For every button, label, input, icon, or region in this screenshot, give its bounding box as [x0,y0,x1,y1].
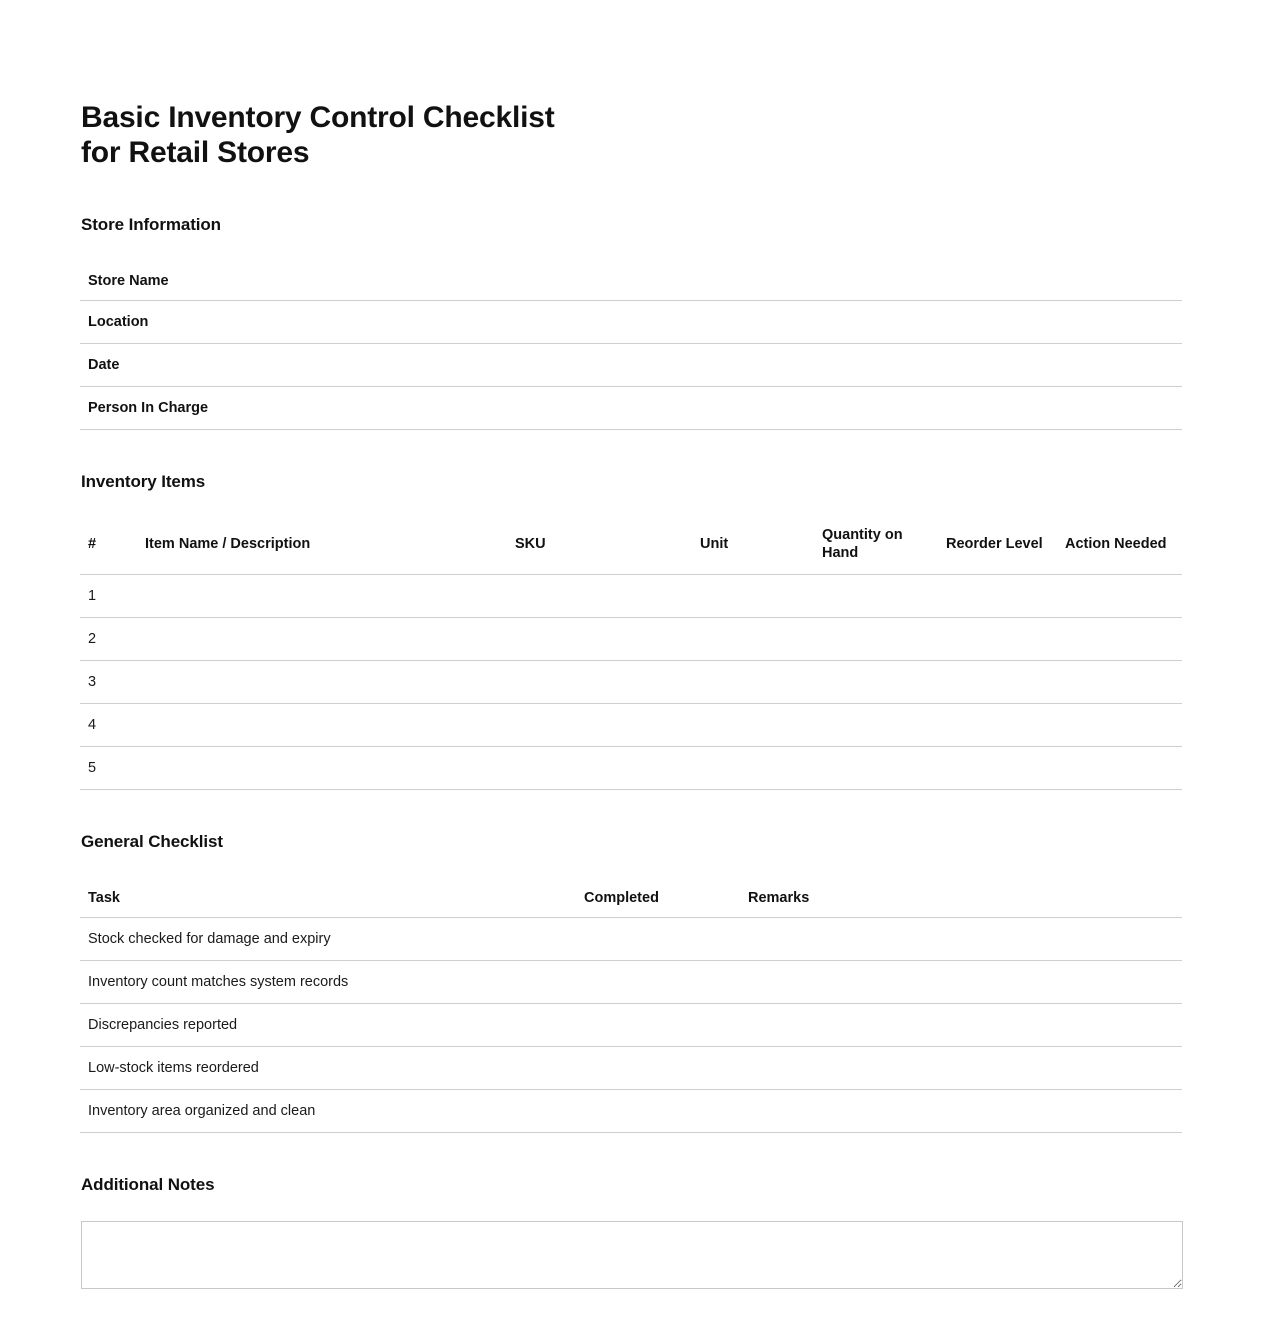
unit-cell[interactable] [692,574,814,617]
task-cell: Inventory area organized and clean [80,1090,576,1133]
table-row [80,344,1182,387]
table-row [80,301,1182,344]
action-needed-cell[interactable] [1057,617,1182,660]
sku-cell[interactable] [507,703,692,746]
column-header-action-needed: Action Needed [1057,518,1182,574]
completed-cell[interactable] [576,918,740,961]
table-row [80,1047,1182,1090]
page-title-line-1: Basic Inventory Control Checklist [81,101,555,134]
store-information-section [81,215,1182,431]
additional-notes-section [81,1175,1182,1289]
column-header-item-name: Item Name / Description [137,518,507,574]
general-checklist-section [81,832,1182,1134]
column-header-reorder-level: Reorder Level [938,518,1057,574]
date-label: Date [80,344,400,387]
task-cell: Inventory count matches system records [80,961,576,1004]
table-row [80,746,1182,789]
remarks-cell[interactable] [740,918,1182,961]
inventory-items-section [81,472,1182,790]
row-number: 4 [80,703,137,746]
action-needed-cell[interactable] [1057,660,1182,703]
remarks-cell[interactable] [740,1090,1182,1133]
sku-cell[interactable] [507,746,692,789]
column-header-number: # [80,518,137,574]
column-header-sku: SKU [507,518,692,574]
additional-notes-wrapper [81,1221,1182,1289]
completed-cell[interactable] [576,1090,740,1133]
quantity-on-hand-cell[interactable] [814,746,938,789]
reorder-level-cell[interactable] [938,617,1057,660]
reorder-level-cell[interactable] [938,746,1057,789]
table-row [80,961,1182,1004]
sku-cell[interactable] [507,660,692,703]
inventory-items-heading: Inventory Items [81,472,206,492]
quantity-on-hand-cell[interactable] [814,703,938,746]
item-name-cell[interactable] [137,660,507,703]
completed-cell[interactable] [576,1047,740,1090]
table-row [80,617,1182,660]
unit-cell[interactable] [692,660,814,703]
item-name-cell[interactable] [137,574,507,617]
store-name-label: Store Name [80,261,400,301]
column-header-quantity-on-hand: Quantity on Hand [814,518,938,574]
task-cell: Discrepancies reported [80,1004,576,1047]
row-number: 3 [80,660,137,703]
page-title [81,100,1182,171]
quantity-on-hand-cell[interactable] [814,660,938,703]
additional-notes-heading: Additional Notes [81,1175,215,1195]
column-header-task: Task [80,878,576,918]
unit-cell[interactable] [692,703,814,746]
table-row [80,261,1182,301]
person-in-charge-value[interactable] [400,387,1182,430]
row-number: 1 [80,574,137,617]
general-checklist-table [80,878,1182,1134]
quantity-on-hand-cell[interactable] [814,574,938,617]
row-number: 2 [80,617,137,660]
column-header-unit: Unit [692,518,814,574]
action-needed-cell[interactable] [1057,703,1182,746]
task-cell: Stock checked for damage and expiry [80,918,576,961]
additional-notes-textarea[interactable] [81,1221,1183,1289]
item-name-cell[interactable] [137,617,507,660]
completed-cell[interactable] [576,961,740,1004]
reorder-level-cell[interactable] [938,703,1057,746]
table-row [80,574,1182,617]
completed-cell[interactable] [576,1004,740,1047]
general-checklist-heading: General Checklist [81,831,223,851]
item-name-cell[interactable] [137,703,507,746]
page-title-line-2: for Retail Stores [81,136,310,170]
action-needed-cell[interactable] [1057,574,1182,617]
row-number: 5 [80,746,137,789]
table-header-row [80,878,1182,918]
table-header-row [80,518,1182,574]
column-header-completed: Completed [576,878,740,918]
store-name-value[interactable] [400,261,1182,301]
sku-cell[interactable] [507,574,692,617]
quantity-on-hand-cell[interactable] [814,617,938,660]
remarks-cell[interactable] [740,1047,1182,1090]
date-value[interactable] [400,344,1182,387]
table-row [80,387,1182,430]
table-row [80,1004,1182,1047]
table-row [80,660,1182,703]
table-row [80,1090,1182,1133]
inventory-items-table [80,518,1182,790]
unit-cell[interactable] [692,617,814,660]
column-header-remarks: Remarks [740,878,1182,918]
store-information-table [80,261,1182,431]
remarks-cell[interactable] [740,1004,1182,1047]
sku-cell[interactable] [507,617,692,660]
location-label: Location [80,301,400,344]
store-information-heading: Store Information [81,214,221,234]
reorder-level-cell[interactable] [938,660,1057,703]
task-cell: Low-stock items reordered [80,1047,576,1090]
table-row [80,918,1182,961]
person-in-charge-label: Person In Charge [80,387,400,430]
action-needed-cell[interactable] [1057,746,1182,789]
location-value[interactable] [400,301,1182,344]
unit-cell[interactable] [692,746,814,789]
reorder-level-cell[interactable] [938,574,1057,617]
remarks-cell[interactable] [740,961,1182,1004]
item-name-cell[interactable] [137,746,507,789]
table-row [80,703,1182,746]
